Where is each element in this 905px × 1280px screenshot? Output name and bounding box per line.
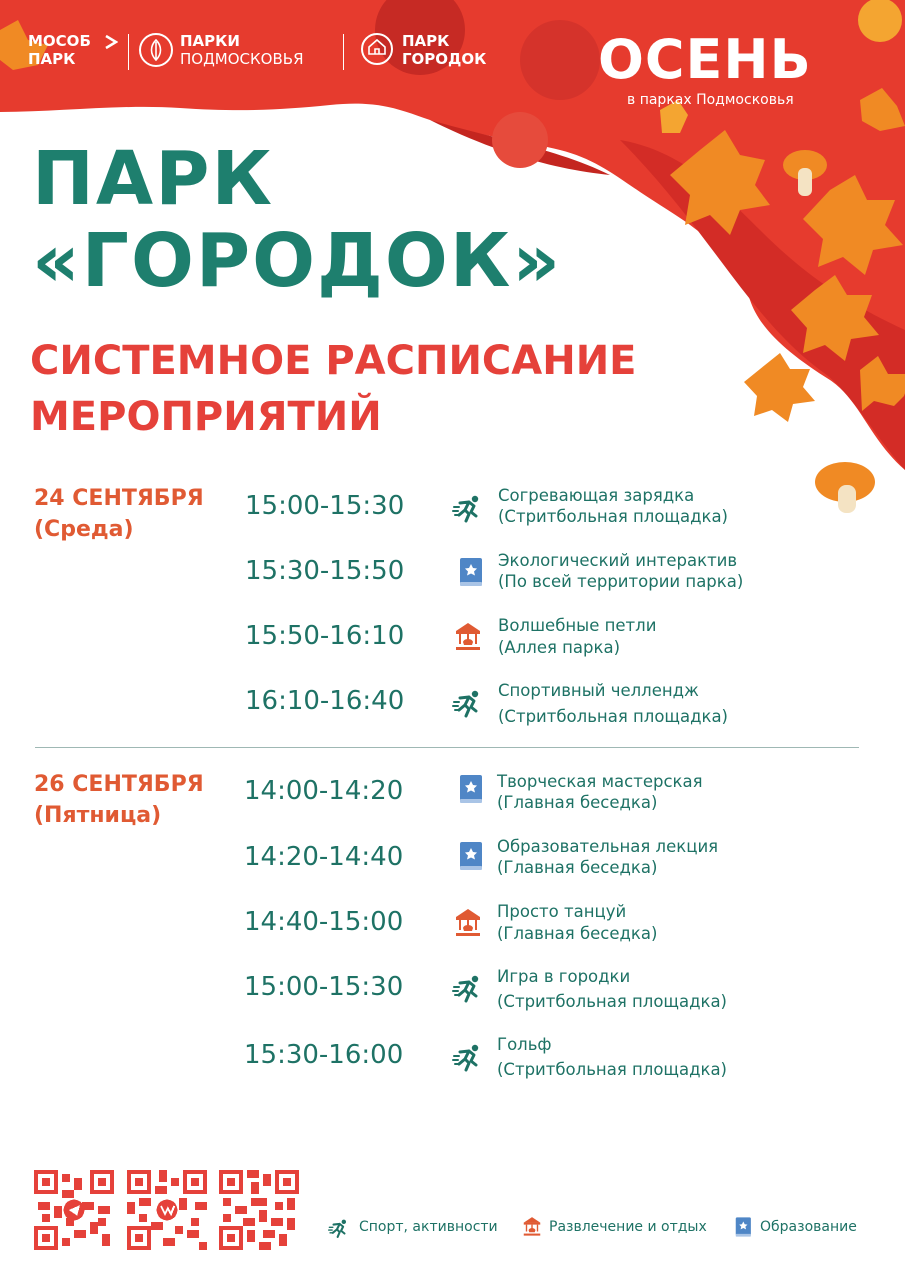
event-place: (По всей территории парка) [498,572,744,591]
park-title-line2: «ГОРОДОК» [32,218,563,304]
event-time: 15:30-15:50 [245,556,405,586]
schedule-subtitle-line1: СИСТЕМНОЕ РАСПИСАНИЕ [30,338,637,384]
event-name: Экологический интерактив [498,551,738,570]
mosobl-park-logo[interactable] [28,32,91,68]
event-place: (Главная беседка) [497,793,658,812]
event-time: 14:40-15:00 [244,907,404,937]
event-name: Волшебные петли [498,616,657,635]
education-icon [456,773,488,810]
qr-code-telegram[interactable] [34,1170,114,1255]
carousel-icon [452,620,484,657]
event-name: Игра в городки [497,967,631,986]
event-name: Творческая мастерская [497,772,703,791]
event-place: (Стритбольная площадка) [497,992,727,1011]
event-time: 15:00-15:30 [244,972,404,1002]
day-date: 24 СЕНТЯБРЯ [34,486,204,511]
sport-icon [452,1041,484,1078]
education-icon [733,1216,755,1243]
day-date: 26 СЕНТЯБРЯ [34,772,204,797]
qr-code-vk[interactable] [127,1170,207,1255]
mosobl-logo-line1: МОСОБ [28,32,91,50]
event-place: (Аллея парка) [498,638,621,657]
park-gorodok-logo[interactable] [402,32,486,68]
event-time: 16:10-16:40 [245,686,405,716]
sport-icon [452,972,484,1009]
sport-icon [328,1217,350,1244]
mosobl-logo-line2: ПАРК [28,50,76,68]
logo-divider [343,34,344,70]
parki-podmoskovya-logo[interactable] [180,32,304,68]
parki-logo-line2: ПОДМОСКОВЬЯ [180,50,304,68]
event-time: 14:20-14:40 [244,842,404,872]
event-place: (Главная беседка) [497,924,658,943]
event-time: 15:30-16:00 [244,1040,404,1070]
event-time: 15:00-15:30 [245,491,405,521]
event-name: Образовательная лекция [497,837,719,856]
qr-code-website[interactable] [219,1170,299,1255]
education-icon [456,840,488,877]
event-name: Просто танцуй [497,902,627,921]
park-logo-line2: ГОРОДОК [402,50,487,68]
sport-icon [452,687,484,724]
legend-sport-label: Спорт, активности [359,1219,498,1235]
tree-leaf-icon [138,32,174,68]
event-name: Согревающая зарядка [498,486,695,505]
legend-education-label: Образование [760,1219,857,1235]
autumn-campaign-title: ОСЕНЬ [598,28,812,91]
arrow-icon [104,34,118,50]
carousel-icon [521,1215,543,1242]
event-place: (Главная беседка) [497,858,658,877]
day-weekday: (Среда) [34,517,134,542]
park-house-icon [360,32,394,66]
event-time: 14:00-14:20 [244,776,404,806]
event-name: Гольф [497,1035,552,1054]
parki-logo-line1: ПАРКИ [180,32,240,50]
carousel-icon [452,906,484,943]
autumn-campaign-subtitle: в парках Подмосковья [627,92,794,108]
event-place: (Стритбольная площадка) [498,507,728,526]
day-divider [35,747,859,748]
education-icon [456,556,488,593]
event-place: (Стритбольная площадка) [498,707,728,726]
sport-icon [452,492,484,529]
day-weekday: (Пятница) [34,803,162,828]
event-name: Спортивный челлендж [498,681,699,700]
park-title-line1: ПАРК [32,136,274,222]
legend-entertainment-label: Развлечение и отдых [549,1219,707,1235]
event-time: 15:50-16:10 [245,621,405,651]
park-logo-line1: ПАРК [402,32,450,50]
event-place: (Стритбольная площадка) [497,1060,727,1079]
schedule-subtitle-line2: МЕРОПРИЯТИЙ [30,394,382,440]
logo-divider [128,34,129,70]
